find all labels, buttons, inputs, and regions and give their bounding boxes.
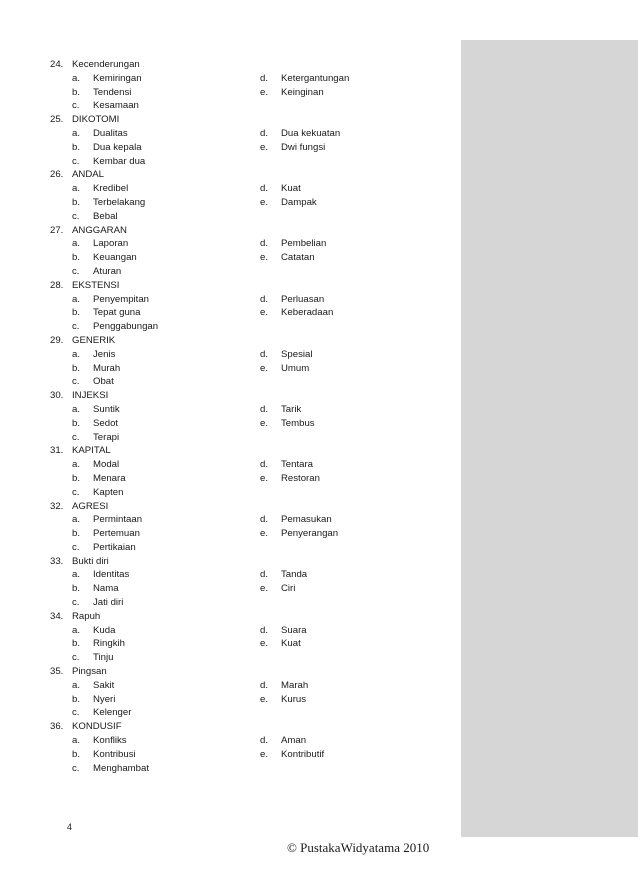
- option-row: [50, 362, 450, 376]
- question-term: Bukti diri: [72, 555, 109, 567]
- question-term: AGRESI: [72, 500, 109, 512]
- answer-option: [72, 527, 140, 541]
- question-item: [50, 224, 450, 279]
- option-letter: c.: [72, 762, 80, 774]
- option-letter: a.: [72, 569, 81, 581]
- option-text: Dualitas: [93, 127, 128, 139]
- option-letter: e.: [260, 528, 269, 540]
- option-text: Tarik: [281, 403, 302, 415]
- option-row: [50, 375, 450, 389]
- option-row: [50, 237, 450, 251]
- question-item: [50, 444, 450, 499]
- option-row: [50, 527, 450, 541]
- option-letter: c.: [72, 652, 80, 664]
- answer-option: [72, 748, 136, 762]
- answer-option: [72, 624, 115, 638]
- question-number: 34.: [50, 610, 64, 622]
- answer-option: [260, 196, 317, 210]
- question-term: EKSTENSI: [72, 279, 120, 291]
- option-row: [50, 582, 450, 596]
- answer-option: [260, 293, 324, 307]
- option-letter: b.: [72, 748, 81, 760]
- answer-option: [260, 582, 295, 596]
- answer-option: [72, 99, 139, 113]
- answer-option: [72, 596, 123, 610]
- option-row: [50, 762, 450, 776]
- option-letter: c.: [72, 431, 80, 443]
- option-letter: b.: [72, 693, 81, 705]
- question-item: [50, 58, 450, 113]
- answer-option: [72, 693, 115, 707]
- answer-option: [260, 141, 325, 155]
- question-heading: [50, 555, 450, 569]
- question-heading: [50, 224, 450, 238]
- option-text: Modal: [93, 459, 120, 471]
- option-letter: a.: [72, 127, 81, 139]
- option-letter: c.: [72, 486, 80, 498]
- option-letter: a.: [72, 624, 81, 636]
- question-number: 31.: [50, 445, 64, 457]
- question-term: INJEKSI: [72, 390, 109, 402]
- option-letter: e.: [260, 417, 269, 429]
- answer-option: [260, 417, 315, 431]
- option-letter: a.: [72, 293, 81, 305]
- answer-option: [72, 320, 158, 334]
- option-text: Spesial: [281, 348, 313, 360]
- option-letter: d.: [260, 459, 269, 471]
- option-text: Pembelian: [281, 238, 327, 250]
- option-text: Nyeri: [93, 693, 116, 705]
- option-row: [50, 541, 450, 555]
- option-text: Suara: [281, 624, 307, 636]
- option-text: Nama: [93, 583, 119, 595]
- option-text: Umum: [281, 362, 310, 374]
- answer-option: [72, 568, 129, 582]
- option-text: Kuat: [281, 638, 301, 650]
- answer-option: [72, 86, 131, 100]
- option-row: [50, 127, 450, 141]
- question-heading: [50, 279, 450, 293]
- option-letter: e.: [260, 693, 269, 705]
- question-term: Kecenderungan: [72, 59, 140, 70]
- answer-option: [260, 306, 333, 320]
- option-letter: b.: [72, 196, 81, 208]
- answer-option: [260, 237, 326, 251]
- question-item: [50, 555, 450, 610]
- option-row: [50, 679, 450, 693]
- option-letter: c.: [72, 100, 80, 112]
- answer-option: [72, 265, 121, 279]
- question-heading: [50, 389, 450, 403]
- option-text: Obat: [93, 376, 114, 388]
- option-letter: a.: [72, 735, 81, 747]
- option-text: Kontributif: [281, 748, 325, 760]
- option-text: Keuangan: [93, 252, 137, 264]
- option-letter: c.: [72, 265, 80, 277]
- option-text: Kapten: [93, 486, 124, 498]
- option-text: Permintaan: [93, 514, 143, 526]
- option-row: [50, 348, 450, 362]
- answer-option: [260, 348, 312, 362]
- option-letter: a.: [72, 514, 81, 526]
- option-letter: b.: [72, 472, 81, 484]
- answer-option: [72, 679, 114, 693]
- answer-option: [72, 513, 142, 527]
- question-term: DIKOTOMI: [72, 114, 120, 126]
- option-letter: d.: [260, 72, 269, 84]
- question-item: [50, 720, 450, 775]
- option-letter: d.: [260, 293, 269, 305]
- option-row: [50, 693, 450, 707]
- option-text: Marah: [281, 679, 309, 691]
- option-row: [50, 417, 450, 431]
- option-text: Penyerangan: [281, 528, 339, 540]
- option-row: [50, 99, 450, 113]
- answer-option: [260, 86, 324, 100]
- option-text: Tepat guna: [93, 307, 141, 319]
- answer-option: [72, 141, 142, 155]
- option-row: [50, 734, 450, 748]
- option-text: Ringkih: [93, 638, 125, 650]
- answer-option: [72, 458, 119, 472]
- option-letter: d.: [260, 183, 269, 195]
- option-letter: b.: [72, 307, 81, 319]
- question-number: 27.: [50, 224, 64, 236]
- question-number: 33.: [50, 555, 64, 567]
- question-term: Rapuh: [72, 610, 101, 622]
- option-text: Tanda: [281, 569, 308, 581]
- answer-option: [72, 651, 113, 665]
- question-item: [50, 113, 450, 168]
- option-letter: e.: [260, 472, 269, 484]
- answer-option: [72, 293, 149, 307]
- question-number: 28.: [50, 279, 64, 291]
- option-letter: a.: [72, 238, 81, 250]
- answer-option: [260, 72, 349, 86]
- question-list: [50, 58, 450, 775]
- question-heading: [50, 500, 450, 514]
- option-letter: c.: [72, 155, 80, 167]
- answer-option: [72, 375, 114, 389]
- question-heading: [50, 168, 450, 182]
- option-text: Terbelakang: [93, 196, 146, 208]
- answer-option: [260, 362, 309, 376]
- option-letter: e.: [260, 196, 269, 208]
- option-letter: d.: [260, 514, 269, 526]
- option-letter: d.: [260, 624, 269, 636]
- answer-option: [72, 417, 118, 431]
- option-text: Murah: [93, 362, 121, 374]
- option-row: [50, 320, 450, 334]
- question-term: KAPITAL: [72, 445, 111, 457]
- option-text: Tentara: [281, 459, 313, 471]
- answer-option: [72, 362, 120, 376]
- copyright-notice: © PustakaWidyatama 2010: [287, 840, 430, 855]
- question-item: [50, 389, 450, 444]
- option-text: Jenis: [93, 348, 116, 360]
- option-text: Pertemuan: [93, 528, 140, 540]
- option-letter: b.: [72, 252, 81, 264]
- question-number: 35.: [50, 666, 64, 678]
- option-text: Restoran: [281, 472, 320, 484]
- answer-option: [72, 582, 119, 596]
- question-item: [50, 279, 450, 334]
- answer-option: [72, 210, 118, 224]
- question-heading: [50, 610, 450, 624]
- option-letter: a.: [72, 459, 81, 471]
- answer-option: [260, 458, 313, 472]
- answer-option: [260, 693, 306, 707]
- option-letter: e.: [260, 86, 269, 98]
- option-row: [50, 293, 450, 307]
- option-text: Penyempitan: [93, 293, 149, 305]
- question-number: 36.: [50, 721, 64, 733]
- option-letter: c.: [72, 597, 80, 609]
- option-row: [50, 651, 450, 665]
- question-number: 24.: [50, 59, 64, 70]
- option-letter: a.: [72, 183, 81, 195]
- option-text: Keberadaan: [281, 307, 334, 319]
- option-letter: e.: [260, 141, 269, 153]
- answer-option: [72, 403, 120, 417]
- answer-option: [260, 182, 301, 196]
- option-text: Identitas: [93, 569, 130, 581]
- question-number: 25.: [50, 114, 64, 126]
- option-text: Aman: [281, 735, 307, 747]
- answer-option: [260, 734, 306, 748]
- option-text: Kembar dua: [93, 155, 146, 167]
- answer-option: [72, 196, 145, 210]
- option-row: [50, 513, 450, 527]
- option-text: Dua kepala: [93, 141, 142, 153]
- question-number: 32.: [50, 500, 64, 512]
- option-row: [50, 596, 450, 610]
- answer-option: [72, 541, 136, 555]
- answer-option: [72, 762, 149, 776]
- option-text: Pertikaian: [93, 541, 136, 553]
- option-row: [50, 624, 450, 638]
- option-letter: b.: [72, 362, 81, 374]
- option-text: Ketergantungan: [281, 72, 350, 84]
- page-number: 4: [67, 822, 73, 832]
- option-text: Suntik: [93, 403, 120, 415]
- option-letter: e.: [260, 307, 269, 319]
- option-text: Kesamaan: [93, 100, 139, 112]
- option-text: Kelenger: [93, 707, 132, 719]
- answer-option: [260, 679, 308, 693]
- answer-option: [72, 237, 128, 251]
- option-letter: e.: [260, 252, 269, 264]
- option-letter: b.: [72, 583, 81, 595]
- answer-option: [72, 348, 115, 362]
- option-letter: d.: [260, 127, 269, 139]
- option-text: Ciri: [281, 583, 296, 595]
- answer-option: [72, 306, 140, 320]
- question-term: GENERIK: [72, 334, 116, 346]
- option-text: Dwi fungsi: [281, 141, 326, 153]
- answer-option: [260, 513, 332, 527]
- option-text: Aturan: [93, 265, 122, 277]
- question-term: ANGGARAN: [72, 224, 127, 236]
- question-number: 30.: [50, 390, 64, 402]
- option-row: [50, 748, 450, 762]
- answer-option: [72, 127, 128, 141]
- answer-option: [260, 403, 301, 417]
- question-number: 26.: [50, 169, 64, 181]
- option-row: [50, 472, 450, 486]
- option-letter: d.: [260, 679, 269, 691]
- option-row: [50, 72, 450, 86]
- option-row: [50, 403, 450, 417]
- answer-option: [72, 486, 123, 500]
- answer-option: [72, 155, 145, 169]
- question-term: Pingsan: [72, 666, 107, 678]
- question-heading: [50, 665, 450, 679]
- question-heading: [50, 334, 450, 348]
- answer-option: [72, 472, 126, 486]
- answer-option: [260, 251, 315, 265]
- question-item: [50, 610, 450, 665]
- option-letter: b.: [72, 528, 81, 540]
- option-row: [50, 637, 450, 651]
- option-text: Jati diri: [93, 597, 124, 609]
- option-text: Tembus: [281, 417, 315, 429]
- option-text: Menghambat: [93, 762, 149, 774]
- option-text: Konfliks: [93, 735, 127, 747]
- option-letter: c.: [72, 321, 80, 333]
- option-letter: d.: [260, 403, 269, 415]
- option-letter: e.: [260, 638, 269, 650]
- question-heading: [50, 720, 450, 734]
- answer-option: [72, 251, 137, 265]
- option-letter: d.: [260, 735, 269, 747]
- answer-option: [72, 182, 128, 196]
- question-heading: [50, 113, 450, 127]
- option-row: [50, 210, 450, 224]
- option-text: Terapi: [93, 431, 120, 443]
- option-text: Kredibel: [93, 183, 129, 195]
- question-term: ANDAL: [72, 169, 104, 181]
- option-letter: a.: [72, 348, 81, 360]
- option-text: Sedot: [93, 417, 119, 429]
- answer-option: [260, 568, 307, 582]
- option-text: Keinginan: [281, 86, 324, 98]
- question-heading: [50, 58, 450, 72]
- option-letter: a.: [72, 403, 81, 415]
- page-margin-shade: [461, 40, 638, 837]
- option-letter: d.: [260, 569, 269, 581]
- option-letter: d.: [260, 238, 269, 250]
- option-letter: b.: [72, 638, 81, 650]
- option-text: Tinju: [93, 652, 114, 664]
- answer-option: [260, 472, 320, 486]
- answer-option: [72, 431, 119, 445]
- answer-option: [72, 706, 131, 720]
- option-row: [50, 251, 450, 265]
- option-text: Kemiringan: [93, 72, 142, 84]
- option-letter: c.: [72, 541, 80, 553]
- question-heading: [50, 444, 450, 458]
- option-row: [50, 196, 450, 210]
- option-text: Catatan: [281, 252, 315, 264]
- question-item: [50, 168, 450, 223]
- option-text: Dampak: [281, 196, 317, 208]
- option-text: Menara: [93, 472, 126, 484]
- option-text: Dua kekuatan: [281, 127, 341, 139]
- option-letter: e.: [260, 748, 269, 760]
- option-letter: c.: [72, 376, 80, 388]
- option-text: Kurus: [281, 693, 307, 705]
- answer-option: [72, 72, 142, 86]
- question-number: 29.: [50, 334, 64, 346]
- option-row: [50, 431, 450, 445]
- option-letter: c.: [72, 707, 80, 719]
- option-letter: e.: [260, 362, 269, 374]
- option-text: Laporan: [93, 238, 129, 250]
- question-term: KONDUSIF: [72, 721, 122, 733]
- option-row: [50, 458, 450, 472]
- question-item: [50, 500, 450, 555]
- question-item: [50, 665, 450, 720]
- option-letter: a.: [72, 679, 81, 691]
- option-text: Tendensi: [93, 86, 132, 98]
- option-row: [50, 141, 450, 155]
- option-letter: a.: [72, 72, 81, 84]
- option-text: Kuat: [281, 183, 301, 195]
- option-letter: d.: [260, 348, 269, 360]
- option-text: Bebal: [93, 210, 118, 222]
- answer-option: [260, 127, 340, 141]
- question-item: [50, 334, 450, 389]
- option-letter: b.: [72, 417, 81, 429]
- answer-option: [260, 637, 301, 651]
- option-row: [50, 155, 450, 169]
- option-letter: b.: [72, 86, 81, 98]
- option-row: [50, 486, 450, 500]
- option-row: [50, 306, 450, 320]
- option-row: [50, 568, 450, 582]
- option-row: [50, 706, 450, 720]
- option-text: Penggabungan: [93, 321, 159, 333]
- option-text: Perluasan: [281, 293, 325, 305]
- option-text: Kontribusi: [93, 748, 136, 760]
- answer-option: [260, 748, 324, 762]
- option-row: [50, 86, 450, 100]
- option-text: Pemasukan: [281, 514, 332, 526]
- option-row: [50, 182, 450, 196]
- option-letter: b.: [72, 141, 81, 153]
- option-text: Sakit: [93, 679, 115, 691]
- option-text: Kuda: [93, 624, 116, 636]
- answer-option: [72, 734, 127, 748]
- option-letter: e.: [260, 583, 269, 595]
- answer-option: [260, 624, 307, 638]
- option-letter: c.: [72, 210, 80, 222]
- answer-option: [260, 527, 338, 541]
- option-row: [50, 265, 450, 279]
- answer-option: [72, 637, 125, 651]
